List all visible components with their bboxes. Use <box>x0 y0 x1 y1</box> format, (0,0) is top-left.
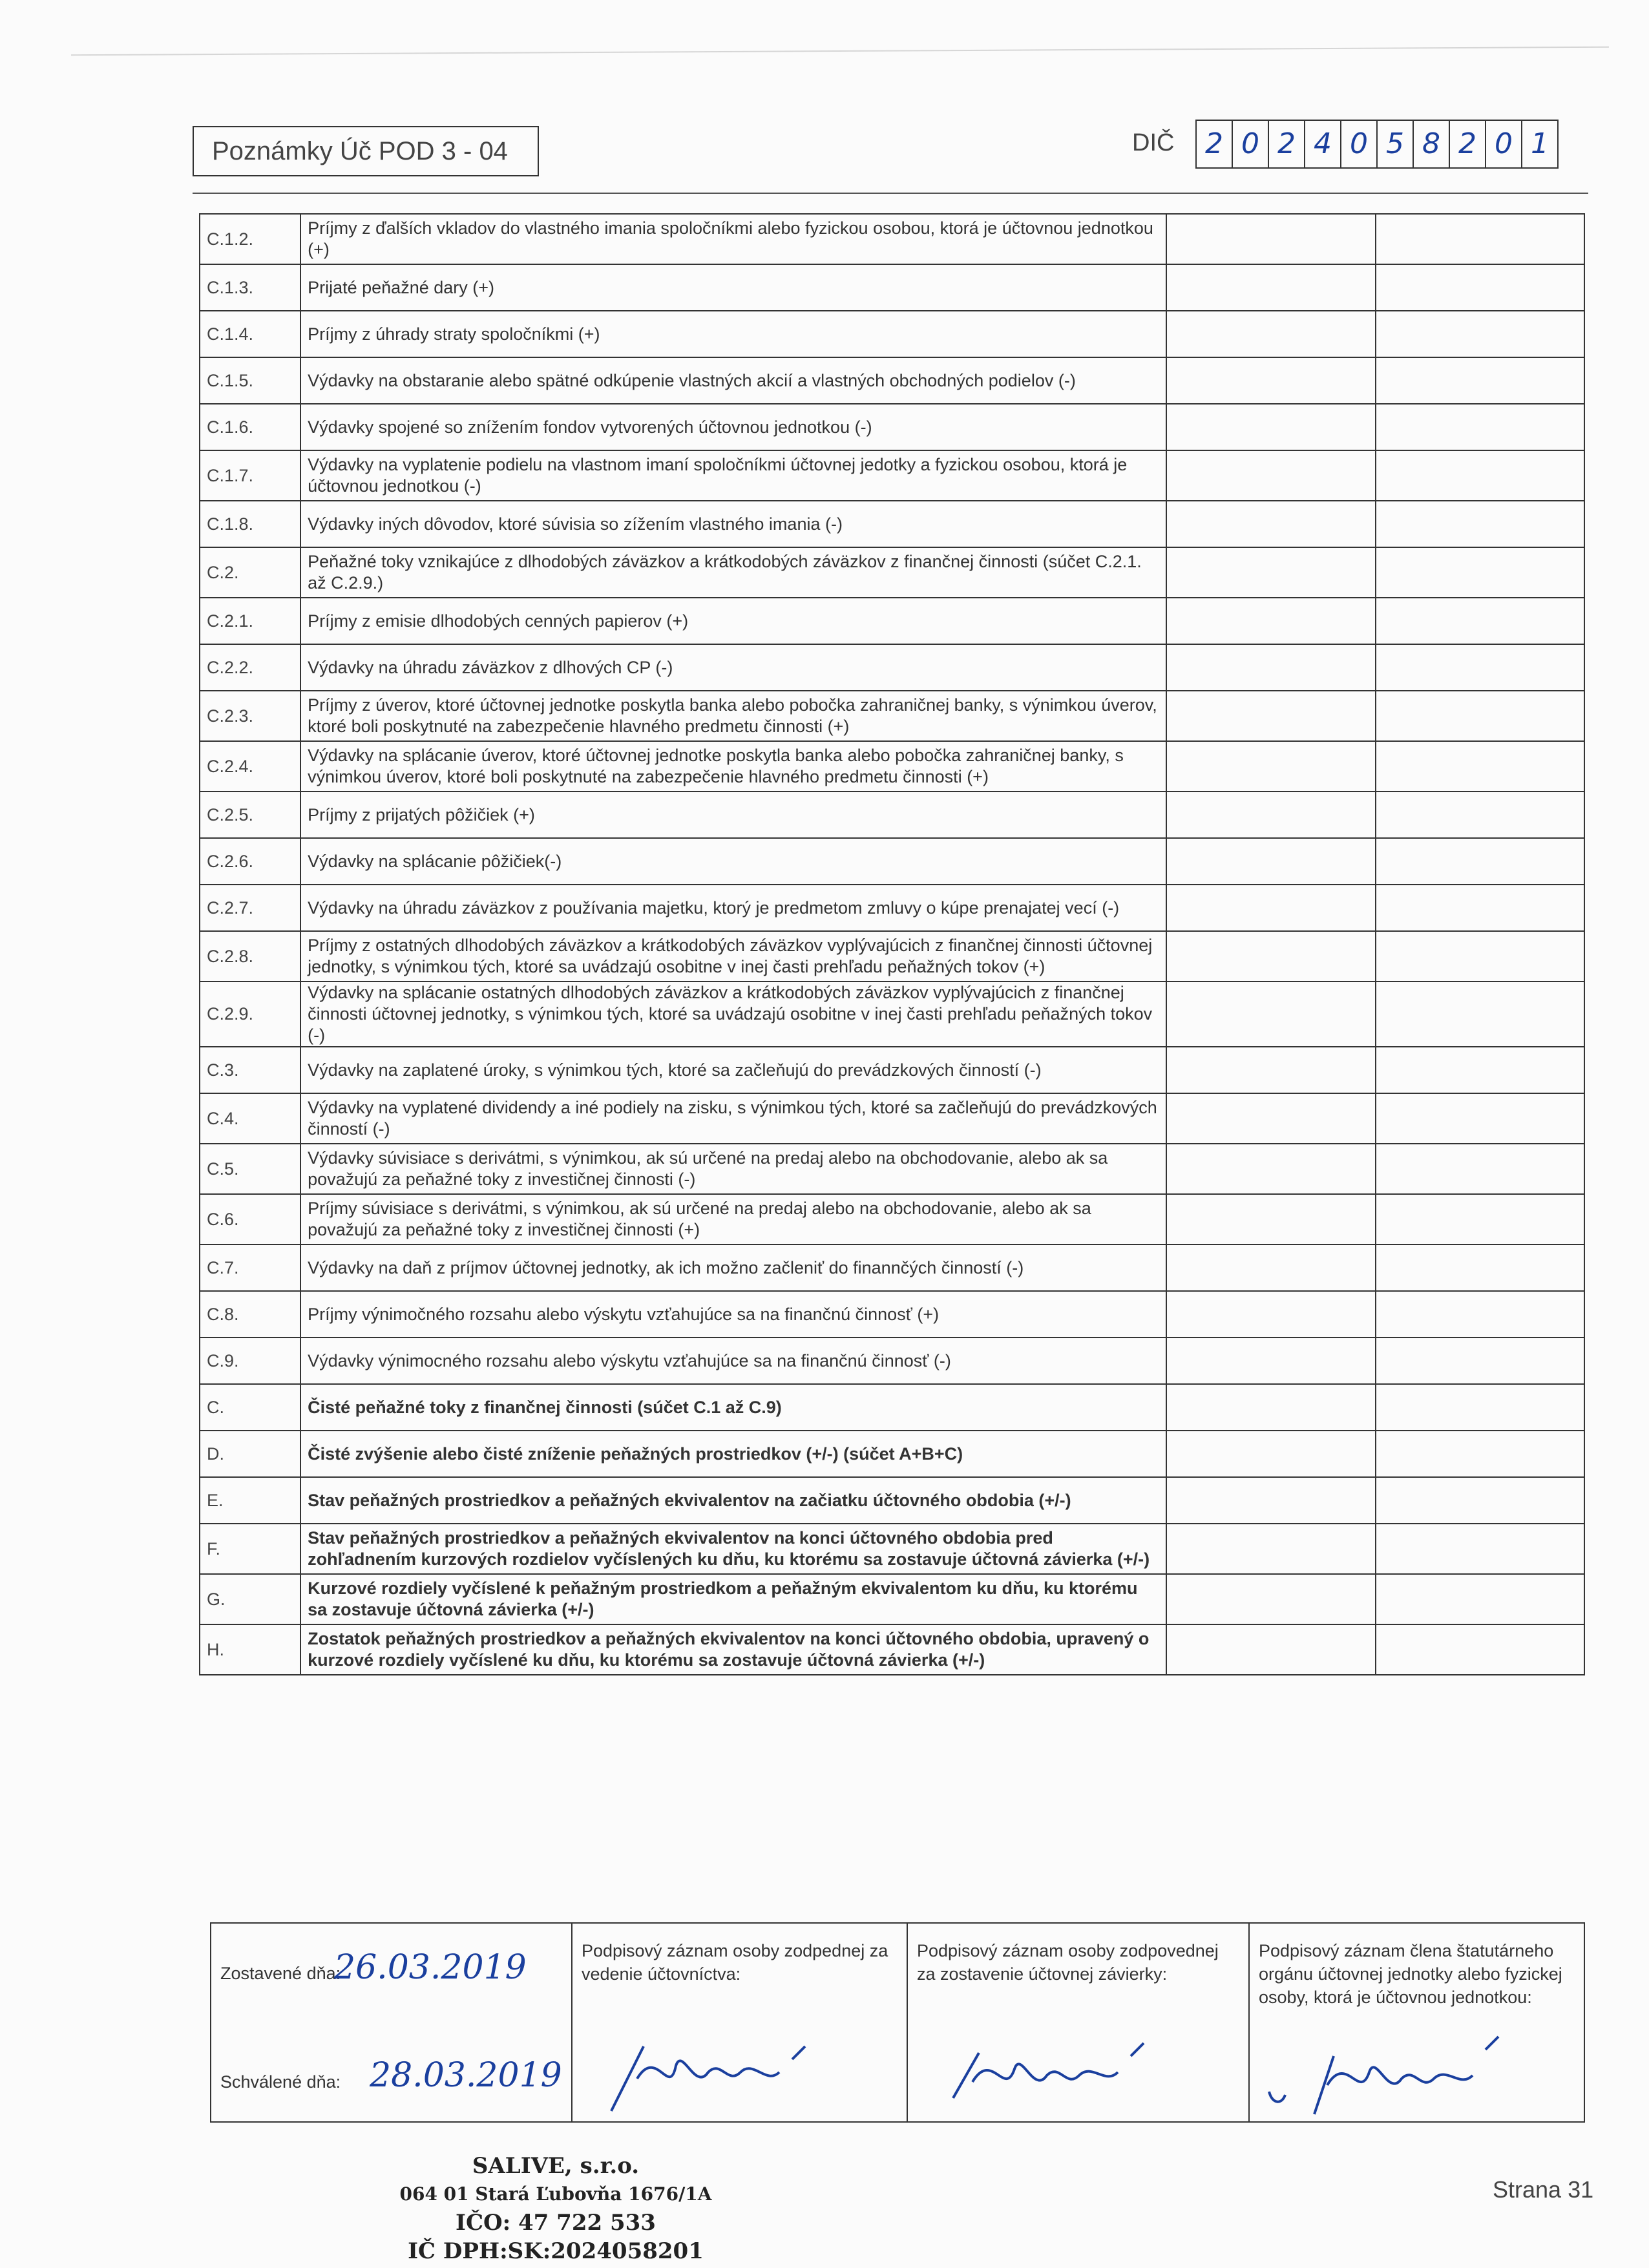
row-code: C.2. <box>200 547 300 598</box>
table-row <box>200 450 1584 501</box>
previous-period-value-cell[interactable] <box>1376 311 1584 357</box>
row-description: Príjmy z ostatných dlhodobých záväzkov a krátkodobých záväzkov vyplývajúcich z finančnej činnosti účtovnej jednotky, s výnimkou tých, ktoré sa uvádzajú osobitne v inej časti prehľadu peňažných tokov (+) <box>300 931 1166 982</box>
current-period-value-cell[interactable] <box>1166 1477 1375 1524</box>
row-code: C.7. <box>200 1244 300 1291</box>
row-description: Príjmy z prijatých pôžičiek (+) <box>300 792 1166 838</box>
dic-digit: 1 <box>1522 121 1559 167</box>
form-title: Poznámky Úč POD 3 - 04 <box>193 126 539 176</box>
table-row <box>200 501 1584 547</box>
dic-digit: 0 <box>1233 121 1269 167</box>
table-row <box>200 741 1584 792</box>
previous-period-value-cell[interactable] <box>1376 792 1584 838</box>
previous-period-value-cell[interactable] <box>1376 450 1584 501</box>
table-row <box>200 792 1584 838</box>
table-row <box>200 1384 1584 1431</box>
previous-period-value-cell[interactable] <box>1376 741 1584 792</box>
previous-period-value-cell[interactable] <box>1376 1244 1584 1291</box>
row-description: Výdavky na splácanie úverov, ktoré účtovnej jednotke poskytla banka alebo pobočka zahraničnej banky, s výnimkou úverov, ktoré boli poskytnuté na zabezpečenie hlavného predmetu činnosti (+) <box>300 741 1166 792</box>
row-code: C.2.2. <box>200 644 300 691</box>
table-row <box>200 982 1584 1047</box>
handwritten-signature <box>934 2021 1205 2117</box>
row-description: Stav peňažných prostriedkov a peňažných ekvivalentov na začiatku účtovného obdobia (+/-) <box>300 1477 1166 1524</box>
row-code: C.2.5. <box>200 792 300 838</box>
cash-flow-table <box>199 213 1585 1675</box>
row-code: C.1.4. <box>200 311 300 357</box>
statement-signature-column <box>908 1924 1250 2121</box>
row-description: Príjmy z úhrady straty spoločníkmi (+) <box>300 311 1166 357</box>
row-code: C.4. <box>200 1093 300 1144</box>
previous-period-value-cell[interactable] <box>1376 1624 1584 1675</box>
current-period-value-cell[interactable] <box>1166 1338 1375 1384</box>
current-period-value-cell[interactable] <box>1166 357 1375 404</box>
stamp-icdph: IČ DPH:SK:2024058201 <box>408 2238 704 2264</box>
previous-period-value-cell[interactable] <box>1376 1477 1584 1524</box>
dic-digit: 2 <box>1197 121 1233 167</box>
previous-period-value-cell[interactable] <box>1376 598 1584 644</box>
row-code: C.1.3. <box>200 264 300 311</box>
row-code: C.9. <box>200 1338 300 1384</box>
row-code: C.1.5. <box>200 357 300 404</box>
row-code: C.3. <box>200 1047 300 1093</box>
current-period-value-cell[interactable] <box>1166 547 1375 598</box>
table-row <box>200 1524 1584 1574</box>
table-row <box>200 1291 1584 1338</box>
row-code: C.2.8. <box>200 931 300 982</box>
current-period-value-cell[interactable] <box>1166 1047 1375 1093</box>
previous-period-value-cell[interactable] <box>1376 1093 1584 1144</box>
previous-period-value-cell[interactable] <box>1376 214 1584 264</box>
current-period-value-cell[interactable] <box>1166 644 1375 691</box>
previous-period-value-cell[interactable] <box>1376 1431 1584 1477</box>
row-description: Výdavky spojené so znížením fondov vytvorených účtovnou jednotkou (-) <box>300 404 1166 450</box>
row-code: C.6. <box>200 1194 300 1244</box>
table-row <box>200 1144 1584 1194</box>
current-period-value-cell[interactable] <box>1166 450 1375 501</box>
row-code: C.8. <box>200 1291 300 1338</box>
current-period-value-cell[interactable] <box>1166 1093 1375 1144</box>
row-description: Výdavky na úhradu záväzkov z dlhových CP (-) <box>300 644 1166 691</box>
previous-period-value-cell[interactable] <box>1376 1384 1584 1431</box>
row-description: Príjmy z úverov, ktoré účtovnej jednotke poskytla banka alebo pobočka zahraničnej banky, s výnimkou úverov, ktoré boli poskytnuté na zabezpečenie hlavného predmetu činnosti (+) <box>300 691 1166 741</box>
previous-period-value-cell[interactable] <box>1376 691 1584 741</box>
row-description: Čisté zvýšenie alebo čisté zníženie peňažných prostriedkov (+/-) (súčet A+B+C) <box>300 1431 1166 1477</box>
current-period-value-cell[interactable] <box>1166 1574 1375 1624</box>
row-description: Výdavky na splácanie ostatných dlhodobých záväzkov a krátkodobých záväzkov vyplývajúcich z finančnej činnosti účtovnej jednotky, s výnimkou tých, ktoré sa uvádzajú osobitne v inej časti prehľadu peňažných tokov (-) <box>300 982 1166 1047</box>
row-description: Príjmy výnimočného rozsahu alebo výskytu vzťahujúce sa na finančnú činnosť (+) <box>300 1291 1166 1338</box>
previous-period-value-cell[interactable] <box>1376 1047 1584 1093</box>
approved-date-label: Schválené dňa: <box>220 2072 341 2092</box>
handwritten-signature <box>1256 2021 1566 2117</box>
statutory-signature-label: Podpisový záznam člena štatutárneho orgánu účtovnej jednotky alebo fyzickej osoby, ktorá je účtovnou jednotkou: <box>1258 1941 1562 2007</box>
previous-period-value-cell[interactable] <box>1376 264 1584 311</box>
compiled-date-value[interactable]: 26.03.2019 <box>334 1948 527 1987</box>
current-period-value-cell[interactable] <box>1166 311 1375 357</box>
previous-period-value-cell[interactable] <box>1376 982 1584 1047</box>
current-period-value-cell[interactable] <box>1166 598 1375 644</box>
dates-column <box>211 1924 572 2121</box>
row-code: C.2.3. <box>200 691 300 741</box>
current-period-value-cell[interactable] <box>1166 1194 1375 1244</box>
row-code: C.2.4. <box>200 741 300 792</box>
table-row <box>200 1338 1584 1384</box>
table-row <box>200 1244 1584 1291</box>
page-number: Strana 31 <box>1493 2176 1594 2203</box>
table-row <box>200 264 1584 311</box>
row-code: G. <box>200 1574 300 1624</box>
row-description: Výdavky na vyplatené dividendy a iné podiely na zisku, s výnimkou tých, ktoré sa začleňujú do prevádzkových činností (-) <box>300 1093 1166 1144</box>
table-row <box>200 357 1584 404</box>
approved-date-value[interactable]: 28.03.2019 <box>370 2056 562 2095</box>
table-row <box>200 931 1584 982</box>
accounting-signature-column <box>572 1924 908 2121</box>
row-code: C. <box>200 1384 300 1431</box>
current-period-value-cell[interactable] <box>1166 1384 1375 1431</box>
current-period-value-cell[interactable] <box>1166 885 1375 931</box>
row-description: Príjmy súvisiace s derivátmi, s výnimkou, ak sú určené na predaj alebo na obchodovanie, alebo ak sa považujú za peňažné toky z investičnej činnosti (+) <box>300 1194 1166 1244</box>
previous-period-value-cell[interactable] <box>1376 357 1584 404</box>
compiled-date-label: Zostavené dňa: <box>220 1964 341 1983</box>
current-period-value-cell[interactable] <box>1166 792 1375 838</box>
row-description: Výdavky na daň z príjmov účtovnej jednotky, ak ich možno začleniť do finannčých činností (-) <box>300 1244 1166 1291</box>
previous-period-value-cell[interactable] <box>1376 547 1584 598</box>
row-description: Príjmy z emisie dlhodobých cenných papierov (+) <box>300 598 1166 644</box>
row-description: Príjmy z ďalších vkladov do vlastného imania spoločníkmi alebo fyzickou osobou, ktorá je účtovnou jednotkou (+) <box>300 214 1166 264</box>
dic-digit: 5 <box>1378 121 1414 167</box>
handwritten-signature <box>598 2021 870 2117</box>
current-period-value-cell[interactable] <box>1166 838 1375 885</box>
previous-period-value-cell[interactable] <box>1376 885 1584 931</box>
row-description: Čisté peňažné toky z finančnej činnosti (súčet C.1 až C.9) <box>300 1384 1166 1431</box>
row-description: Zostatok peňažných prostriedkov a peňažných ekvivalentov na konci účtovného obdobia, upravený o kurzové rozdiely vyčíslené ku dňu, ku ktorému sa zostavuje účtovná závierka (+/-) <box>300 1624 1166 1675</box>
table-row <box>200 691 1584 741</box>
row-code: C.5. <box>200 1144 300 1194</box>
current-period-value-cell[interactable] <box>1166 1144 1375 1194</box>
table-row <box>200 1574 1584 1624</box>
table-row <box>200 838 1584 885</box>
row-description: Výdavky výnimocného rozsahu alebo výskytu vzťahujúce sa na finančnú činnosť (-) <box>300 1338 1166 1384</box>
table-row <box>200 214 1584 264</box>
row-code: F. <box>200 1524 300 1574</box>
row-code: C.1.6. <box>200 404 300 450</box>
signature-block <box>210 1922 1585 2123</box>
row-description: Peňažné toky vznikajúce z dlhodobých záväzkov a krátkodobých záväzkov z finančnej činnosti (súčet C.2.1. až C.2.9.) <box>300 547 1166 598</box>
scan-edge-line <box>71 47 1609 56</box>
dic-label: DIČ <box>1132 129 1175 156</box>
row-code: C.2.7. <box>200 885 300 931</box>
stamp-address: 064 01 Stará Ľubovňa 1676/1A <box>399 2183 712 2205</box>
table-row <box>200 1194 1584 1244</box>
table-row <box>200 404 1584 450</box>
current-period-value-cell[interactable] <box>1166 691 1375 741</box>
dic-digit: 2 <box>1450 121 1486 167</box>
statement-signature-label: Podpisový záznam osoby zodpovednej za zostavenie účtovnej závierky: <box>916 1941 1219 1984</box>
table-row <box>200 885 1584 931</box>
table-row <box>200 1431 1584 1477</box>
previous-period-value-cell[interactable] <box>1376 404 1584 450</box>
previous-period-value-cell[interactable] <box>1376 644 1584 691</box>
dic-digit: 2 <box>1269 121 1305 167</box>
current-period-value-cell[interactable] <box>1166 214 1375 264</box>
table-row <box>200 547 1584 598</box>
current-period-value-cell[interactable] <box>1166 264 1375 311</box>
row-code: D. <box>200 1431 300 1477</box>
row-description: Výdavky na vyplatenie podielu na vlastnom imaní spoločníkmi účtovnej jedotky a fyzickou osobou, ktorá je účtovnou jednotkou (-) <box>300 450 1166 501</box>
current-period-value-cell[interactable] <box>1166 501 1375 547</box>
stamp-ico: IČO: 47 722 533 <box>456 2210 656 2236</box>
current-period-value-cell[interactable] <box>1166 1431 1375 1477</box>
row-code: C.1.7. <box>200 450 300 501</box>
current-period-value-cell[interactable] <box>1166 1244 1375 1291</box>
table-row <box>200 1093 1584 1144</box>
row-description: Prijaté peňažné dary (+) <box>300 264 1166 311</box>
previous-period-value-cell[interactable] <box>1376 1194 1584 1244</box>
current-period-value-cell[interactable] <box>1166 982 1375 1047</box>
row-code: H. <box>200 1624 300 1675</box>
table-row <box>200 644 1584 691</box>
row-code: C.1.8. <box>200 501 300 547</box>
table-row <box>200 1477 1584 1524</box>
accounting-signature-label: Podpisový záznam osoby zodpednej za vedenie účtovníctva: <box>581 1941 888 1984</box>
statutory-signature-column <box>1250 1924 1584 2121</box>
current-period-value-cell[interactable] <box>1166 404 1375 450</box>
row-description: Stav peňažných prostriedkov a peňažných ekvivalentov na konci účtovného obdobia pred zohľadnením kurzových rozdielov vyčíslených ku dňu, ku ktorému sa zostavuje účtovná závierka (+/-) <box>300 1524 1166 1574</box>
table-row <box>200 598 1584 644</box>
dic-digit: 0 <box>1486 121 1522 167</box>
previous-period-value-cell[interactable] <box>1376 1524 1584 1574</box>
row-description: Výdavky na úhradu záväzkov z používania majetku, ktorý je predmetom zmluvy o kúpe prenajatej vecí (-) <box>300 885 1166 931</box>
dic-digit: 4 <box>1305 121 1341 167</box>
header-divider <box>193 193 1588 194</box>
previous-period-value-cell[interactable] <box>1376 1338 1584 1384</box>
dic-digit: 8 <box>1414 121 1450 167</box>
current-period-value-cell[interactable] <box>1166 741 1375 792</box>
row-description: Výdavky na zaplatené úroky, s výnimkou tých, ktoré sa začleňujú do prevádzkových činností (-) <box>300 1047 1166 1093</box>
row-code: C.2.9. <box>200 982 300 1047</box>
current-period-value-cell[interactable] <box>1166 1524 1375 1574</box>
previous-period-value-cell[interactable] <box>1376 1291 1584 1338</box>
row-description: Výdavky na splácanie pôžičiek(-) <box>300 838 1166 885</box>
stamp-company: SALIVE, s.r.o. <box>472 2153 640 2179</box>
current-period-value-cell[interactable] <box>1166 931 1375 982</box>
row-description: Kurzové rozdiely vyčíslené k peňažným prostriedkom a peňažným ekvivalentom ku dňu, ku ktorému sa zostavuje účtovná závierka (+/-) <box>300 1574 1166 1624</box>
previous-period-value-cell[interactable] <box>1376 1144 1584 1194</box>
dic-digit: 0 <box>1341 121 1378 167</box>
previous-period-value-cell[interactable] <box>1376 1574 1584 1624</box>
row-description: Výdavky iných dôvodov, ktoré súvisia so zížením vlastného imania (-) <box>300 501 1166 547</box>
table-row <box>200 1624 1584 1675</box>
row-code: C.2.6. <box>200 838 300 885</box>
company-stamp <box>381 2152 730 2265</box>
previous-period-value-cell[interactable] <box>1376 501 1584 547</box>
table-row <box>200 311 1584 357</box>
row-description: Výdavky na obstaranie alebo spätné odkúpenie vlastných akcií a vlastných obchodných podielov (-) <box>300 357 1166 404</box>
previous-period-value-cell[interactable] <box>1376 838 1584 885</box>
current-period-value-cell[interactable] <box>1166 1624 1375 1675</box>
table-row <box>200 1047 1584 1093</box>
row-code: C.1.2. <box>200 214 300 264</box>
current-period-value-cell[interactable] <box>1166 1291 1375 1338</box>
previous-period-value-cell[interactable] <box>1376 931 1584 982</box>
row-code: E. <box>200 1477 300 1524</box>
row-description: Výdavky súvisiace s derivátmi, s výnimkou, ak sú určené na predaj alebo na obchodovanie, alebo ak sa považujú za peňažné toky z investičnej činnosti (-) <box>300 1144 1166 1194</box>
dic-boxes <box>1195 120 1559 169</box>
row-code: C.2.1. <box>200 598 300 644</box>
